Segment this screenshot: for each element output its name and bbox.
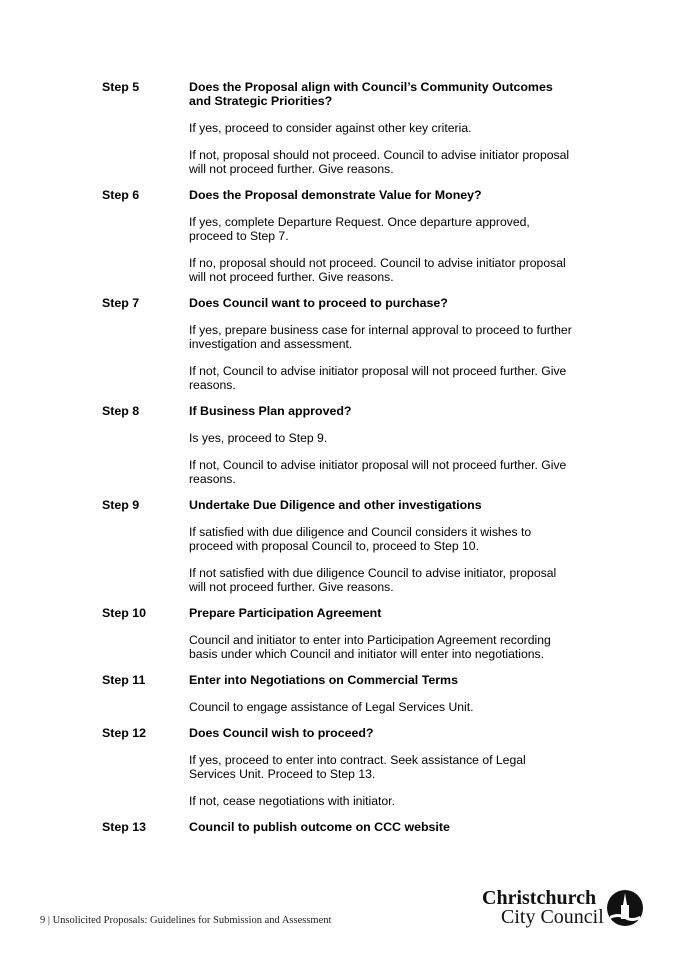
- step-paragraph: If not, Council to advise initiator proposal will not proceed further. Give reasons.: [189, 458, 567, 486]
- step-title: If Business Plan approved?: [189, 404, 352, 418]
- step-label: Step 10: [102, 606, 147, 620]
- step-block: [102, 673, 572, 714]
- step-paragraph: Council to engage assistance of Legal Services Unit.: [189, 700, 474, 714]
- step-body: [189, 726, 572, 808]
- step-body: [189, 296, 572, 392]
- step-title: Council to publish outcome on CCC website: [189, 820, 450, 834]
- step-block: [102, 498, 572, 594]
- step-paragraph: If not satisfied with due diligence Council to advise initiator, proposal will not proceed further. Give reasons.: [189, 566, 557, 594]
- step-body: [189, 820, 572, 834]
- logo-line-1: Christchurch: [482, 887, 597, 909]
- step-body: [189, 404, 572, 486]
- step-title: Does the Proposal align with Council’s Community Outcomes and Strategic Priorities?: [189, 80, 553, 108]
- step-label: Step 13: [102, 820, 147, 834]
- page-footer: 9 | Unsolicited Proposals: Guidelines for Submission and Assessment: [40, 915, 332, 926]
- step-label: Step 11: [102, 673, 146, 687]
- step-label: Step 8: [102, 404, 140, 418]
- step-block: [102, 80, 572, 176]
- christchurch-city-council-logo: [482, 888, 647, 928]
- step-body: [189, 498, 572, 594]
- step-title: Enter into Negotiations on Commercial Terms: [189, 673, 458, 687]
- steps-list: [102, 80, 572, 846]
- step-label: Step 7: [102, 296, 140, 310]
- step-label: Step 9: [102, 498, 140, 512]
- step-label: Step 6: [102, 188, 140, 202]
- step-paragraph: If yes, proceed to enter into contract. Seek assistance of Legal Services Unit. Proceed to Step 13.: [189, 753, 526, 781]
- step-title: Undertake Due Diligence and other investigations: [189, 498, 482, 512]
- step-label: Step 5: [102, 80, 140, 94]
- step-paragraph: If not, proposal should not proceed. Council to advise initiator proposal will not proceed further. Give reasons.: [189, 148, 570, 176]
- step-block: [102, 296, 572, 392]
- step-block: [102, 820, 572, 834]
- step-body: [189, 673, 572, 714]
- step-body: [189, 80, 572, 176]
- step-block: [102, 188, 572, 284]
- logo-line-2: City Council: [501, 906, 604, 928]
- step-label: Step 12: [102, 726, 147, 740]
- step-block: [102, 606, 572, 661]
- step-paragraph: Council and initiator to enter into Participation Agreement recording basis under which Council and initiator will enter into negotiations.: [189, 633, 551, 661]
- step-title: Does Council wish to proceed?: [189, 726, 374, 740]
- step-paragraph: If no, proposal should not proceed. Council to advise initiator proposal will not proceed further. Give reasons.: [189, 256, 566, 284]
- step-block: [102, 726, 572, 808]
- step-paragraph: Is yes, proceed to Step 9.: [189, 431, 328, 445]
- step-paragraph: If not, Council to advise initiator proposal will not proceed further. Give reasons.: [189, 364, 567, 392]
- step-body: [189, 606, 572, 661]
- step-title: Does Council want to proceed to purchase?: [189, 296, 448, 310]
- step-paragraph: If yes, prepare business case for internal approval to proceed to further investigation and assessment.: [189, 323, 572, 351]
- step-paragraph: If yes, proceed to consider against other key criteria.: [189, 121, 472, 135]
- step-body: [189, 188, 572, 284]
- step-paragraph: If not, cease negotiations with initiator.: [189, 794, 395, 808]
- cathedral-spire-icon: [606, 889, 644, 927]
- step-title: Prepare Participation Agreement: [189, 606, 382, 620]
- step-paragraph: If yes, complete Departure Request. Once departure approved, proceed to Step 7.: [189, 215, 530, 243]
- step-paragraph: If satisfied with due diligence and Council considers it wishes to proceed with proposal Council to, proceed to Step 10.: [189, 525, 532, 553]
- step-title: Does the Proposal demonstrate Value for Money?: [189, 188, 482, 202]
- step-block: [102, 404, 572, 486]
